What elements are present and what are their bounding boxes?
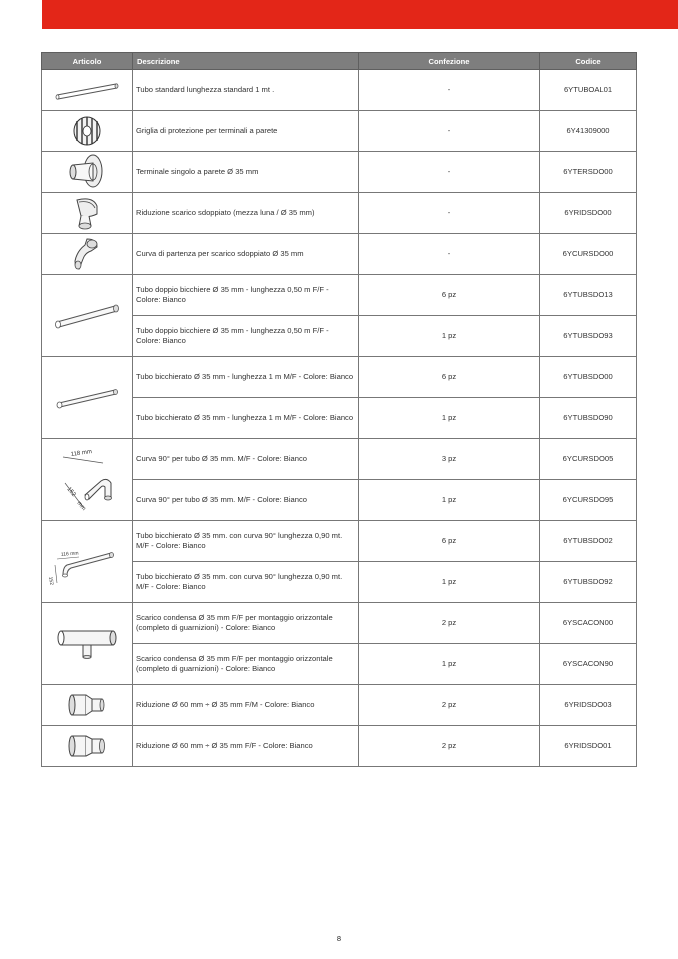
article-image <box>42 357 133 439</box>
row-confezione: 1 pz <box>359 562 540 603</box>
half-moon-reducer-icon <box>67 194 107 232</box>
column-header-articolo: Articolo <box>42 53 133 70</box>
bend-dimension-unit: mm <box>75 499 87 512</box>
row-codice: 6YRIDSDO01 <box>540 726 637 767</box>
row-confezione: - <box>359 152 540 193</box>
column-header-confezione: Confezione <box>359 53 540 70</box>
row-confezione: 1 pz <box>359 316 540 357</box>
row-confezione: 2 pz <box>359 685 540 726</box>
reducer-ff-icon <box>62 731 112 761</box>
row-description: Riduzione scarico sdoppiato (mezza luna / Ø 35 mm) <box>133 193 359 234</box>
row-confezione: 2 pz <box>359 726 540 767</box>
row-description: Tubo bicchierato Ø 35 mm. con curva 90° lunghezza 0,90 mt. M/F - Colore: Bianco <box>133 562 359 603</box>
row-description: Scarico condensa Ø 35 mm F/F per montaggio orizzontale (completo di guarnizioni) - Colore: Bianco <box>133 603 359 644</box>
row-confezione: 6 pz <box>359 357 540 398</box>
article-image <box>42 70 133 111</box>
row-confezione: 1 pz <box>359 480 540 521</box>
article-image <box>42 685 133 726</box>
row-description: Scarico condensa Ø 35 mm F/F per montaggio orizzontale (completo di guarnizioni) - Colore: Bianco <box>133 644 359 685</box>
article-image <box>42 234 133 275</box>
row-codice: 6YTERSDO00 <box>540 152 637 193</box>
row-description: Riduzione Ø 60 mm ÷ Ø 35 mm F/M - Colore: Bianco <box>133 685 359 726</box>
pipe-bend-dimension-label: 116 mm <box>60 549 79 558</box>
page-number: 8 <box>336 934 342 943</box>
row-codice: 6YTUBSDO93 <box>540 316 637 357</box>
row-codice: 6YTUBOAL01 <box>540 70 637 111</box>
row-confezione: 3 pz <box>359 439 540 480</box>
row-description: Tubo bicchierato Ø 35 mm - lunghezza 1 m M/F - Colore: Bianco <box>133 357 359 398</box>
row-description: Tubo doppio bicchiere Ø 35 mm - lunghezza 0,50 m F/F - Colore: Bianco <box>133 275 359 316</box>
row-confezione: 2 pz <box>359 603 540 644</box>
row-confezione: 6 pz <box>359 521 540 562</box>
table-row <box>42 521 637 562</box>
row-description: Tubo bicchierato Ø 35 mm. con curva 90° lunghezza 0,90 mt. M/F - Colore: Bianco <box>133 521 359 562</box>
row-confezione: 1 pz <box>359 644 540 685</box>
row-description: Curva 90° per tubo Ø 35 mm. M/F - Colore: Bianco <box>133 439 359 480</box>
table-row <box>42 70 637 111</box>
socket-pipe-icon <box>45 378 129 418</box>
wall-terminal-icon <box>65 153 109 191</box>
row-codice: 6YSCACON00 <box>540 603 637 644</box>
table-row <box>42 111 637 152</box>
bend-90-icon <box>45 443 129 517</box>
row-codice: 6YSCACON90 <box>540 644 637 685</box>
row-confezione: - <box>359 70 540 111</box>
condensate-drain-icon <box>45 619 129 669</box>
row-codice: 6YRIDSDO03 <box>540 685 637 726</box>
row-description: Curva di partenza per scarico sdoppiato Ø 35 mm <box>133 234 359 275</box>
table-header-row <box>42 53 637 70</box>
table-row <box>42 726 637 767</box>
row-description: Curva 90° per tubo Ø 35 mm. M/F - Colore: Bianco <box>133 480 359 521</box>
reducer-fm-icon <box>62 690 112 720</box>
row-confezione: 1 pz <box>359 398 540 439</box>
article-image <box>42 275 133 357</box>
column-header-descrizione: Descrizione <box>133 53 359 70</box>
table-row <box>42 685 637 726</box>
article-image <box>42 726 133 767</box>
row-description: Tubo doppio bicchiere Ø 35 mm - lunghezza 0,50 m F/F - Colore: Bianco <box>133 316 359 357</box>
row-codice: 6YCURSDO95 <box>540 480 637 521</box>
row-confezione: - <box>359 193 540 234</box>
table-row <box>42 439 637 480</box>
row-codice: 6YTUBSDO13 <box>540 275 637 316</box>
protection-grille-icon <box>67 113 107 149</box>
bend-dimension-label: 118 mm <box>70 448 93 458</box>
table-row <box>42 357 637 398</box>
table-row <box>42 275 637 316</box>
row-codice: 6YTUBSDO02 <box>540 521 637 562</box>
column-header-codice: Codice <box>540 53 637 70</box>
article-image <box>42 521 133 603</box>
pipe-with-bend-icon <box>45 537 129 587</box>
row-description: Tubo standard lunghezza standard 1 mt . <box>133 70 359 111</box>
row-codice: 6YTUBSDO00 <box>540 357 637 398</box>
row-codice: 6Y41309000 <box>540 111 637 152</box>
row-confezione: - <box>359 234 540 275</box>
start-bend-icon <box>67 235 107 273</box>
row-codice: 6YCURSDO00 <box>540 234 637 275</box>
table-row <box>42 193 637 234</box>
row-description: Riduzione Ø 60 mm ÷ Ø 35 mm F/F - Colore: Bianco <box>133 726 359 767</box>
table-row <box>42 603 637 644</box>
row-codice: 6YRIDSDO00 <box>540 193 637 234</box>
row-description: Terminale singolo a parete Ø 35 mm <box>133 152 359 193</box>
article-image <box>42 152 133 193</box>
row-codice: 6YTUBSDO90 <box>540 398 637 439</box>
product-table <box>41 52 637 767</box>
pipe-bend-dimension-label-b: 152 <box>47 575 55 586</box>
table-row <box>42 234 637 275</box>
row-confezione: 6 pz <box>359 275 540 316</box>
header-band <box>42 0 678 29</box>
row-codice: 6YCURSDO05 <box>540 439 637 480</box>
straight-pipe-icon <box>52 75 122 105</box>
article-image <box>42 111 133 152</box>
article-image <box>42 439 133 521</box>
row-codice: 6YTUBSDO92 <box>540 562 637 603</box>
table-row <box>42 152 637 193</box>
double-socket-pipe-icon <box>45 296 129 336</box>
article-image <box>42 603 133 685</box>
article-image <box>42 193 133 234</box>
bend-dimension-label-b: 152 <box>65 485 77 498</box>
row-confezione: - <box>359 111 540 152</box>
row-description: Griglia di protezione per terminali a parete <box>133 111 359 152</box>
row-description: Tubo bicchierato Ø 35 mm - lunghezza 1 m M/F - Colore: Bianco <box>133 398 359 439</box>
